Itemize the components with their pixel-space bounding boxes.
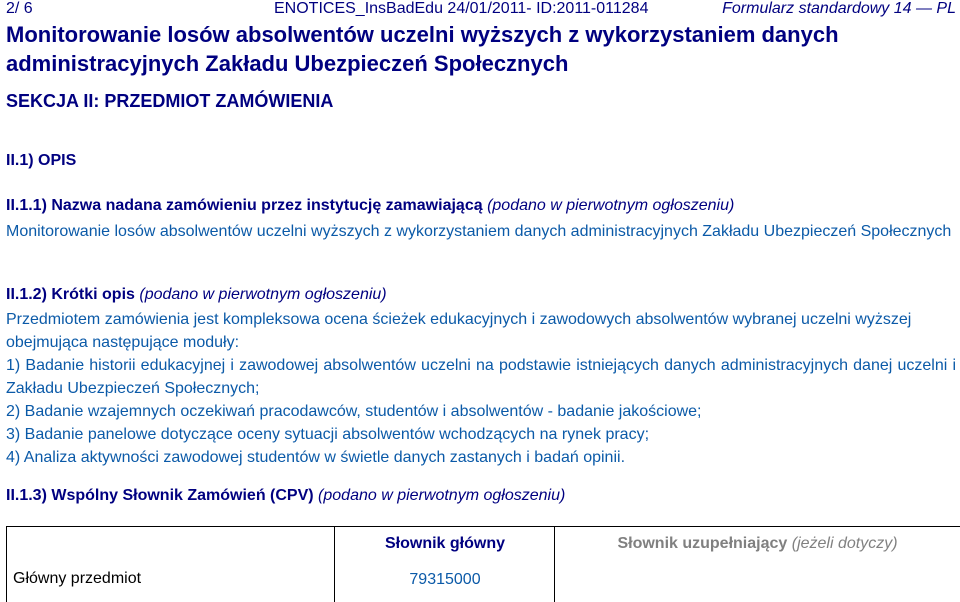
- cpv-supp-vocab-hint: (jeżeli dotyczy): [791, 535, 898, 552]
- page-header: [6, 0, 956, 20]
- description-field-heading: [6, 286, 387, 304]
- cpv-table: [6, 526, 960, 602]
- cpv-field-label: II.1.3) Wspólny Słownik Zamówień (CPV): [6, 487, 314, 504]
- notice-id: ENOTICES_InsBadEdu 24/01/2011- ID:2011-011284: [274, 0, 649, 17]
- cpv-field-hint: (podano w pierwotnym ogłoszeniu): [318, 487, 566, 504]
- section-title: SEKCJA II: PRZEDMIOT ZAMÓWIENIA: [6, 91, 334, 111]
- cpv-field-heading: [6, 487, 565, 505]
- cpv-main-vocab-header: Słownik główny: [384, 535, 505, 552]
- description-item: 4) Analiza aktywności zawodowej studentów w świetle danych zastanych i badań opinii.: [6, 449, 626, 466]
- document-title: Monitorowanie losów absolwentów uczelni wyższych z wykorzystaniem danych administracyjnych Zakładu Ubezpieczeń Społecznych: [6, 22, 839, 76]
- description-intro: Przedmiotem zamówienia jest kompleksowa ocena ścieżek edukacyjnych i zawodowych absolwentów wybranej uczelni wyższej obejmująca następujące moduły:: [6, 311, 912, 351]
- name-field-value: Monitorowanie losów absolwentów uczelni wyższych z wykorzystaniem danych administracyjnych Zakładu Ubezpieczeń Społecznych: [6, 223, 952, 240]
- description-field-hint: (podano w pierwotnym ogłoszeniu): [139, 286, 387, 303]
- cpv-row-label: Główny przedmiot: [13, 570, 142, 587]
- document-page: [6, 0, 956, 601]
- description-field-label: II.1.2) Krótki opis: [6, 286, 135, 303]
- name-field-heading: [6, 197, 734, 215]
- cpv-supp-vocab-header: [555, 535, 960, 553]
- cpv-supp-vocab-label: Słownik uzupełniający: [617, 535, 788, 552]
- description-item: 3) Badanie panelowe dotyczące oceny sytuacji absolwentów wchodzących na rynek pracy;: [6, 426, 650, 443]
- page-counter: 2/ 6: [6, 0, 33, 17]
- form-type: Formularz standardowy 14 — PL: [722, 0, 956, 17]
- name-field-hint: (podano w pierwotnym ogłoszeniu): [487, 197, 735, 214]
- description-field-value: [6, 308, 956, 469]
- description-item: 2) Badanie wzajemnych oczekiwań pracodawców, studentów i absolwentów - badanie jakościowe;: [6, 403, 702, 420]
- name-field-label: II.1.1) Nazwa nadana zamówieniu przez instytucję zamawiającą: [6, 197, 483, 214]
- subsection-title: II.1) OPIS: [6, 152, 77, 169]
- cpv-main-code: 79315000: [409, 571, 481, 588]
- description-item: 1) Badanie historii edukacyjnej i zawodowej absolwentów uczelni na podstawie istniejących danych administracyjnych danej uczelni i Zakładu Ubezpieczeń Społecznych;: [6, 357, 956, 397]
